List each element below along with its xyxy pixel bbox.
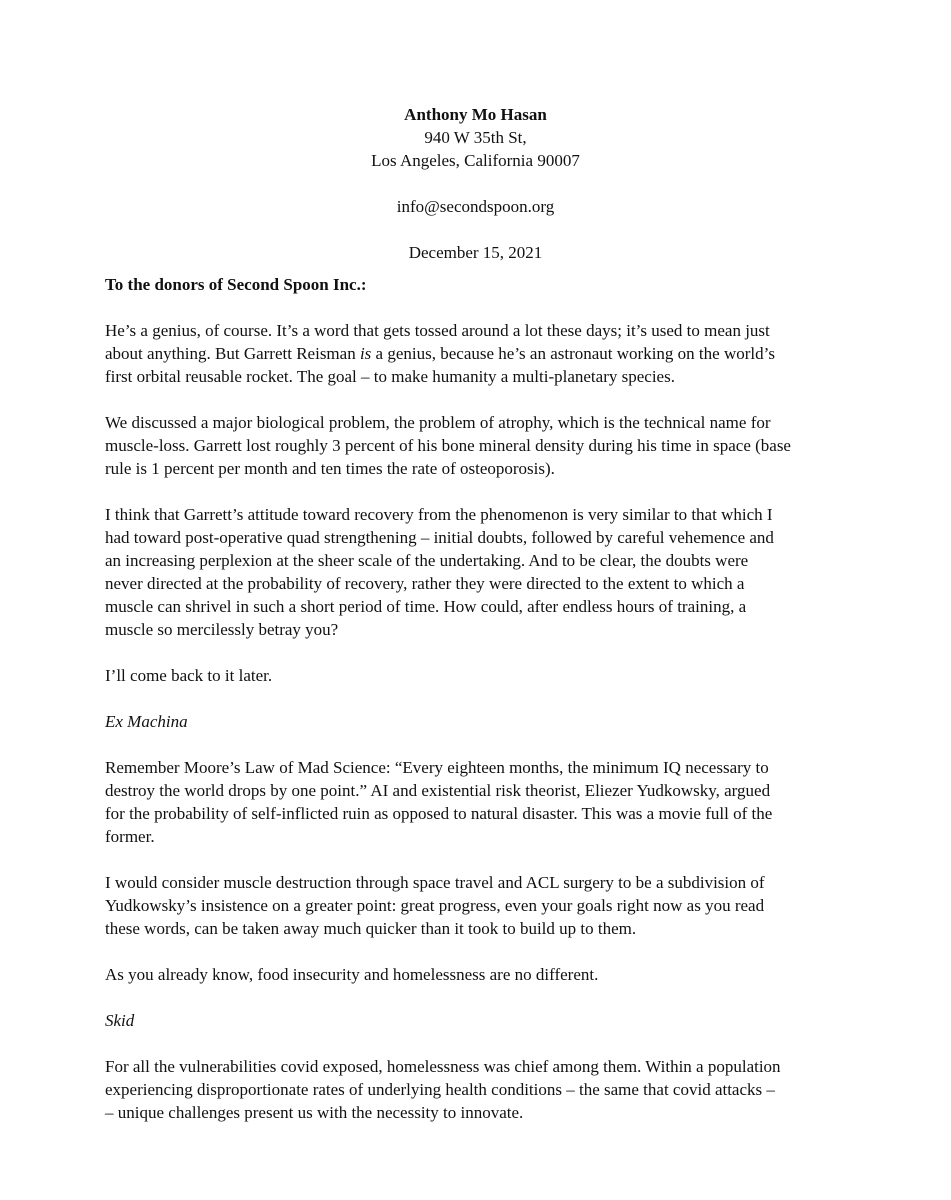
text-line: Remember Moore’s Law of Mad Science: “Every eighteen months, the minimum IQ necessary to	[105, 758, 769, 777]
text-line: an increasing perplexion at the sheer scale of the undertaking. And to be clear, the doubts were	[105, 551, 749, 570]
text-line: He’s a genius, of course. It’s a word that gets tossed around a lot these days; it’s used to mean just	[105, 321, 770, 340]
sender-city: Los Angeles, California 90007	[371, 151, 580, 170]
text-line: never directed at the probability of recovery, rather they were directed to the extent to which a	[105, 574, 745, 593]
salutation: To the donors of Second Spoon Inc.:	[105, 275, 367, 294]
paragraph-food-insecurity: As you already know, food insecurity and homelessness are no different.	[105, 965, 599, 984]
text-line: muscle-loss. Garrett lost roughly 3 percent of his bone mineral density during his time in space (base	[105, 436, 791, 455]
sender-email: info@secondspoon.org	[396, 197, 555, 216]
text-line: experiencing disproportionate rates of underlying health conditions – the same that covid attacks –	[105, 1080, 775, 1099]
paragraph-covid	[105, 1055, 865, 1124]
paragraph-muscle-destruction	[105, 871, 865, 940]
text-line: these words, can be taken away much quicker than it took to build up to them.	[105, 919, 637, 938]
text-segment: about anything. But Garrett Reisman	[105, 344, 360, 363]
paragraph-recovery	[105, 503, 865, 641]
text-segment: a genius, because he’s an astronaut working on the world’s	[371, 344, 775, 363]
text-line: former.	[105, 827, 155, 846]
emphasis: is	[359, 344, 372, 363]
paragraph-atrophy	[105, 411, 865, 480]
letter-date: December 15, 2021	[408, 243, 543, 262]
text-line: I would consider muscle destruction through space travel and ACL surgery to be a subdivision of	[105, 873, 765, 892]
text-line: We discussed a major biological problem, the problem of atrophy, which is the technical name for	[105, 413, 771, 432]
text-line	[105, 342, 865, 365]
text-line: muscle so mercilessly betray you?	[105, 620, 339, 639]
section-heading-ex-machina: Ex Machina	[105, 712, 188, 731]
text-line: first orbital reusable rocket. The goal – to make humanity a multi-planetary species.	[105, 367, 675, 386]
text-line: I think that Garrett’s attitude toward recovery from the phenomenon is very similar to that which I	[105, 505, 773, 524]
text-line: Yudkowsky’s insistence on a greater point: great progress, even your goals right now as you read	[105, 896, 765, 915]
text-line: For all the vulnerabilities covid exposed, homelessness was chief among them. Within a population	[105, 1057, 781, 1076]
text-line: for the probability of self-inflicted ruin as opposed to natural disaster. This was a movie full of the	[105, 804, 773, 823]
text-line: rule is 1 percent per month and ten times the rate of osteoporosis).	[105, 459, 555, 478]
text-line: had toward post-operative quad strengthening – initial doubts, followed by careful vehemence and	[105, 528, 774, 547]
section-heading-skid: Skid	[105, 1011, 135, 1030]
letterhead	[0, 103, 951, 264]
letter-body	[105, 273, 865, 1147]
paragraph-moores-law	[105, 756, 865, 848]
text-line: – unique challenges present us with the necessity to innovate.	[105, 1103, 524, 1122]
paragraph-come-back: I’ll come back to it later.	[105, 666, 273, 685]
text-line: destroy the world drops by one point.” AI and existential risk theorist, Eliezer Yudkowsky, argued	[105, 781, 771, 800]
paragraph-genius	[105, 319, 865, 388]
sender-street: 940 W 35th St,	[424, 128, 527, 147]
sender-name: Anthony Mo Hasan	[404, 105, 547, 124]
text-line: muscle can shrivel in such a short period of time. How could, after endless hours of training, a	[105, 597, 747, 616]
